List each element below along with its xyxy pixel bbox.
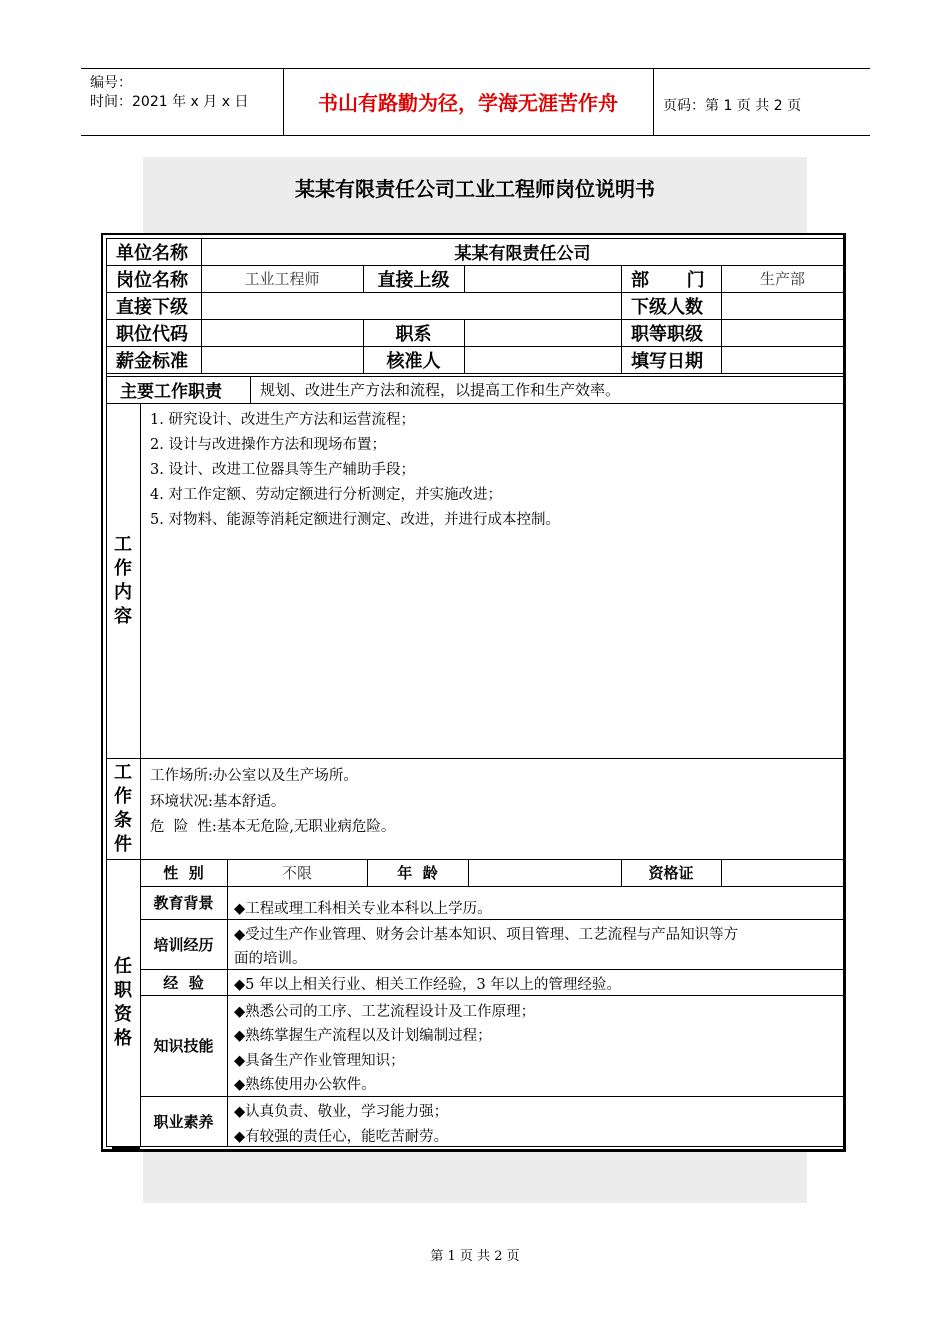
rule — [112, 1146, 140, 1149]
main-duty-label: 主要工作职责 — [120, 382, 222, 402]
rule — [106, 403, 844, 404]
fill-date-value — [721, 346, 844, 373]
quality-label: 职业素养 — [153, 1112, 214, 1131]
work-condition-item: 危 险 性:基本无危险,无职业病危险。 — [150, 819, 396, 835]
qualifications-label: 任职资格 — [114, 955, 132, 1049]
job-family-label: 职系 — [395, 323, 432, 345]
job-family-value — [464, 319, 621, 346]
training-label: 培训经历 — [153, 935, 214, 954]
salary-value — [201, 346, 363, 373]
experience-line: ◆5 年以上相关行业、相关工作经验，3 年以上的管理经验。 — [234, 977, 621, 993]
unit-name-value: 某某有限责任公司 — [454, 244, 591, 264]
work-content-label: 工作内容 — [114, 533, 132, 627]
skills-label: 知识技能 — [153, 1037, 214, 1055]
work-content-item: 4. 对工作定额、劳动定额进行分析测定，并实施改进； — [150, 487, 502, 503]
qualifications-label-cell — [106, 859, 140, 1146]
work-condition-item: 环境状况:基本舒适。 — [150, 794, 286, 810]
certificate-label: 资格证 — [648, 864, 694, 882]
direct-subordinate-label: 直接下级 — [116, 296, 188, 318]
training-line: ◆受过生产作业管理、财务会计基本知识、项目管理、工艺流程与产品知识等方 — [234, 927, 739, 943]
header-divider — [653, 68, 654, 135]
rule — [140, 919, 844, 920]
rule — [140, 969, 844, 970]
gender-value: 不限 — [281, 864, 312, 882]
skills-line: ◆熟练掌握生产流程以及计划编制过程； — [234, 1028, 492, 1044]
subordinate-count-value — [721, 292, 844, 319]
grade-label: 职等职级 — [631, 323, 703, 345]
skills-line: ◆具备生产作业管理知识； — [234, 1053, 405, 1069]
rule — [140, 995, 844, 996]
training-line: 面的培训。 — [234, 951, 307, 967]
grade-value — [721, 319, 844, 346]
work-content-item: 2. 设计与改进操作方法和现场布置； — [150, 437, 386, 453]
header-bottom-rule — [81, 135, 870, 136]
direct-subordinate-value — [201, 292, 621, 319]
number-label: 编号： — [90, 75, 132, 91]
rule — [140, 886, 844, 887]
work-content-item: 1. 研究设计、改进生产方法和运营流程； — [150, 412, 415, 428]
page-info: 页码：第 1 页 共 2 页 — [663, 98, 802, 114]
fill-date-label: 填写日期 — [631, 350, 703, 372]
page-footer: 第 1 页 共 2 页 — [430, 1249, 520, 1264]
direct-superior-label: 直接上级 — [377, 269, 450, 291]
document-title: 某某有限责任公司工业工程师岗位说明书 — [295, 176, 655, 201]
post-code-value — [201, 319, 363, 346]
rule — [106, 373, 844, 374]
work-condition-item: 工作场所:办公室以及生产场所。 — [150, 768, 358, 784]
certificate-value — [721, 859, 844, 886]
department-value: 生产部 — [759, 270, 805, 288]
main-duty-value: 规划、改进生产方法和流程，以提高工作和生产效率。 — [260, 381, 621, 399]
time-label: 时间：2021 年 x 月 x 日 — [90, 94, 249, 110]
department-label: 部 门 — [631, 269, 705, 291]
work-content-label-cell — [106, 403, 140, 758]
rule — [227, 859, 228, 1146]
gender-label: 性 别 — [163, 864, 204, 882]
work-conditions-label: 工作条件 — [114, 761, 132, 855]
education-label: 教育背景 — [153, 894, 214, 912]
post-name-label: 岗位名称 — [116, 269, 188, 291]
work-conditions-label-cell — [106, 758, 140, 859]
salary-label: 薪金标准 — [116, 350, 188, 372]
rule — [106, 758, 844, 759]
skills-line: ◆熟悉公司的工序、工艺流程设计及工作原理； — [234, 1004, 536, 1020]
quality-line: ◆认真负责、敬业，学习能力强； — [234, 1104, 449, 1120]
quality-line: ◆有较强的责任心，能吃苦耐劳。 — [234, 1129, 449, 1145]
skills-line: ◆熟练使用办公软件。 — [234, 1077, 376, 1093]
work-content-item: 5. 对物料、能源等消耗定额进行测定、改进，并进行成本控制。 — [150, 512, 560, 528]
direct-superior-value — [464, 265, 621, 292]
unit-name-label: 单位名称 — [116, 242, 188, 264]
age-value — [468, 859, 621, 886]
age-label: 年 龄 — [397, 864, 438, 882]
motto: 书山有路勤为径，学海无涯苦作舟 — [318, 91, 618, 115]
work-content-item: 3. 设计、改进工位器具等生产辅助手段； — [150, 462, 415, 478]
approver-label: 核准人 — [386, 350, 441, 372]
experience-label: 经 验 — [163, 973, 204, 992]
approver-value — [464, 346, 621, 373]
rule — [140, 1096, 844, 1097]
post-code-label: 职位代码 — [116, 323, 188, 345]
subordinate-count-label: 下级人数 — [631, 296, 703, 318]
education-line: ◆工程或理工科相关专业本科以上学历。 — [234, 901, 492, 917]
post-name-value: 工业工程师 — [244, 270, 320, 288]
